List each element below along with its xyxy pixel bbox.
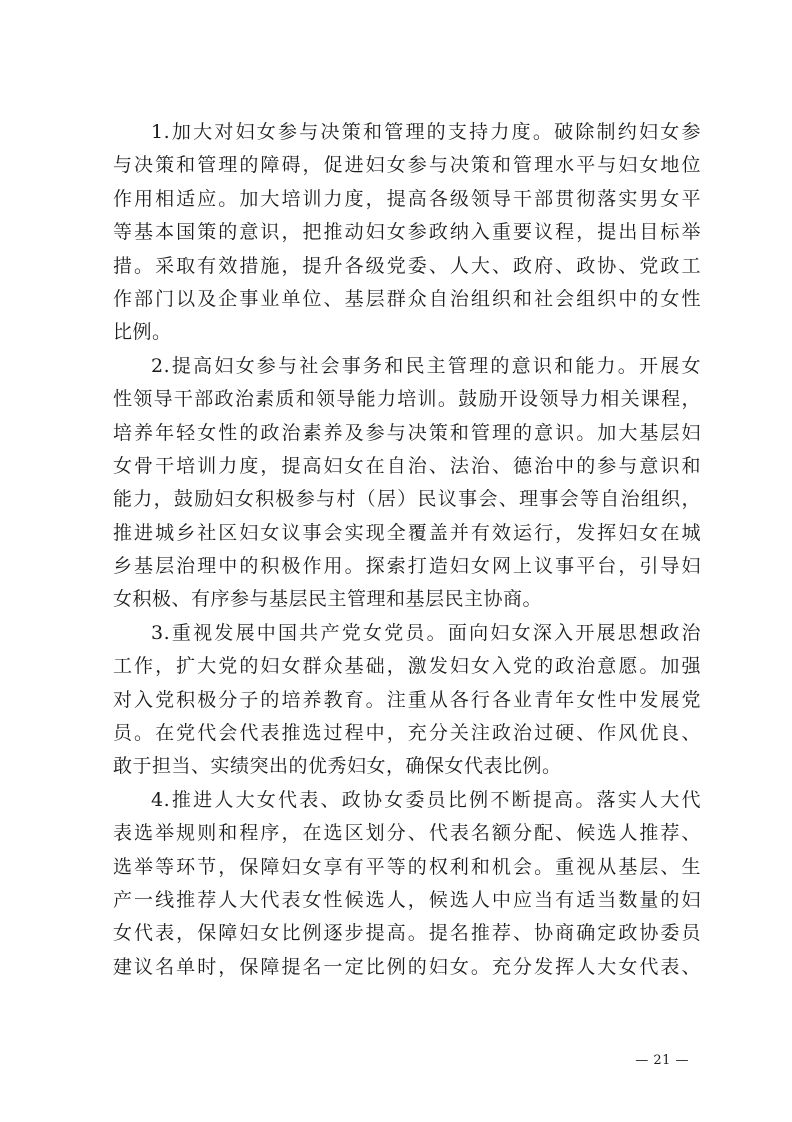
text-line: 产一线推荐人大代表女性候选人，候选人中应当有适当数量的妇 (113, 888, 701, 911)
text-line: 女代表，保障妇女比例逐步提高。提名推荐、协商确定政协委员 (113, 922, 701, 945)
paragraph-4 (113, 784, 701, 984)
text-line: 与决策和管理的障碍，促进妇女参与决策和管理水平与妇女地位 (113, 154, 701, 177)
text-line: 员。在党代会代表推选过程中，充分关注政治过硬、作风优良、 (113, 722, 701, 745)
text-line: 作用相适应。加大培训力度，提高各级领导干部贯彻落实男女平 (113, 187, 701, 210)
text-line: 能力，鼓励妇女积极参与村（居）民议事会、理事会等自治组织， (113, 488, 701, 511)
text-line: 2.提高妇女参与社会事务和民主管理的意识和能力。开展女 (151, 354, 701, 377)
text-line: 敢于担当、实绩突出的优秀妇女，确保女代表比例。 (113, 755, 562, 778)
text-line: 3.重视发展中国共产党女党员。面向妇女深入开展思想政治 (151, 621, 701, 644)
text-line: 推进城乡社区妇女议事会实现全覆盖并有效运行，发挥妇女在城 (113, 521, 701, 544)
text-line: 培养年轻女性的政治素养及参与决策和管理的意识。加大基层妇 (113, 421, 701, 444)
page-number: — 21 — (635, 1053, 689, 1068)
text-line: 等基本国策的意识，把推动妇女参政纳入重要议程，提出目标举 (113, 221, 701, 244)
text-line: 1.加大对妇女参与决策和管理的支持力度。破除制约妇女参 (151, 121, 701, 143)
text-line: 工作，扩大党的妇女群众基础，激发妇女入党的政治意愿。加强 (113, 655, 701, 678)
text-line: 对入党积极分子的培养教育。注重从各行各业青年女性中发展党 (113, 688, 701, 711)
paragraph-1 (113, 116, 701, 350)
text-line: 建议名单时，保障提名一定比例的妇女。充分发挥人大女代表、 (113, 955, 701, 978)
paragraph-3 (113, 617, 701, 784)
document-body (113, 116, 701, 984)
text-line: 性领导干部政治素质和领导能力培训。鼓励开设领导力相关课程， (113, 388, 701, 411)
text-line: 作部门以及企事业单位、基层群众自治组织和社会组织中的女性 (113, 287, 701, 310)
text-line: 女骨干培训力度，提高妇女在自治、法治、德治中的参与意识和 (113, 454, 701, 477)
paragraph-2 (113, 350, 701, 617)
text-line: 女积极、有序参与基层民主管理和基层民主协商。 (113, 588, 543, 611)
text-line: 比例。 (113, 321, 172, 344)
text-line: 乡基层治理中的积极作用。探索打造妇女网上议事平台，引导妇 (113, 555, 701, 578)
text-line: 4.推进人大女代表、政协女委员比例不断提高。落实人大代 (151, 788, 701, 811)
text-line: 措。采取有效措施，提升各级党委、人大、政府、政协、党政工 (113, 254, 701, 277)
text-line: 选举等环节，保障妇女享有平等的权利和机会。重视从基层、生 (113, 855, 701, 878)
text-line: 表选举规则和程序，在选区划分、代表名额分配、候选人推荐、 (113, 822, 701, 845)
